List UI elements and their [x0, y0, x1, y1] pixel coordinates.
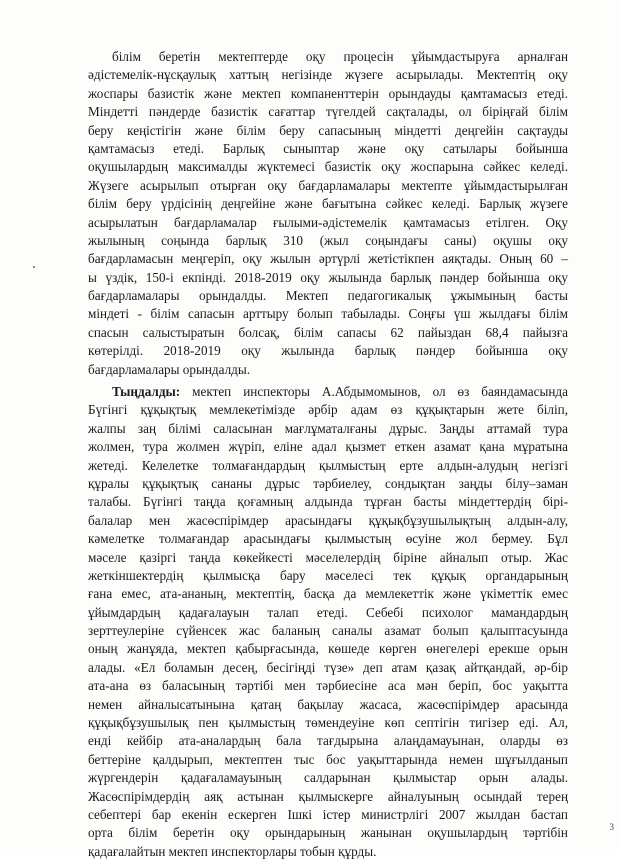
text-line: спасын салыстыратын болсақ, білім сапасы 62 пайыздан 68,4 пайызға [88, 324, 568, 340]
heard-label: Тыңдалды: [112, 384, 181, 399]
text-line: ы үздік, 150-і екпінді. 2018-2019 оқу жылында барлық пәндер бойынша оқу [88, 269, 568, 285]
text-line: құралы құқықтық сананы дұрыс тәрбиелеу, сондықтан заңды білу–заман [88, 475, 568, 491]
text-line: беттеріне қалдырып, мектептен тыс бос уақыттарында немен шұғылданып [88, 751, 568, 767]
text-line: себептері бар екенін ескерген Ішкі істер министрлігі 2007 жылдан бастап [88, 806, 568, 822]
scan-speck [33, 266, 35, 268]
text-line: енді кейбір ата-аналардың бала тағдырына алаңдамауынан, оларды өз [88, 733, 568, 749]
text-line: білім беру үрдісінің деңгейіне және бағытына сәйкес келеді. Барлық жүзеге [88, 196, 568, 212]
paragraph-curriculum [88, 48, 568, 379]
text-line: жоспары базистік және мектеп компаненттерін орындауды қамтамасыз етеді. [88, 85, 568, 101]
text-line: жылының соңында барлық 310 (жыл соңындағы саны) оқушы оқу [88, 232, 568, 248]
text-line: әдістемелік-нұсқаулық хаттың негізінде жүзеге асырылады. Мектептің оқу [88, 67, 568, 83]
text-line: құқықбұзушылық пен қылмыстың төмендеуіне көп септігін тигізер еді. Ал, [88, 715, 568, 731]
heard-label-continuation: мектеп инспекторы А.Абдымомынов, ол өз баяндамасында [180, 384, 568, 399]
text-line: қадағалайтын мектеп инспекторлары тобын құрды. [88, 843, 377, 859]
text-line: Міндетті пәндерде базистік сағаттар түгелдей сақталады, ол біріңғай білім [88, 104, 568, 120]
text-line: жүргендерін қадағаламауының салдарынан қылмыстар орын алады. [88, 770, 568, 786]
text-line: кәмелетке толмағандар арасындағы қылмыстың өсуіне жол бермеу. Бұл [88, 531, 568, 547]
text-line: білім беретін мектептерде оқу процесін ұйымдастыруға арналған [112, 49, 568, 64]
text-line: талабы. Бүгінгі таңда қоғамның алдында тұрған басты міндеттердің бірі- [88, 494, 568, 510]
page-number: 3 [609, 822, 614, 832]
text-line: қамтамасыз етеді. Барлық сыныптар және оқу сатылары бойынша [88, 140, 568, 156]
text-line: Жүзеге асырылып отырған оқу бағдарламалары мектепте ұйымдастырылған [88, 177, 568, 193]
text-line [88, 383, 568, 401]
text-line: орта білім беретін оқу орындарының жанынан оқушылардың тәртібін [88, 825, 568, 841]
text-line: оның жанұяда, мектеп қабырғасында, көшеде көрген өнегелері ерекше орын [88, 641, 568, 657]
text-line: міндеті - білім сапасын арттыру болып табылады. Соңғы үш жылдағы білім [88, 306, 568, 322]
text-line: жеткіншектердің қылмысқа бару мәселесі тек құқық органдарының [88, 567, 568, 583]
text-line: балалар мен жасөспірімдер арасындағы құқықбұзушылықтың алдын-алу, [88, 512, 568, 528]
text-line: бағдарламалары орындалды. Мектеп педагогикалық ұжымының басты [88, 288, 568, 304]
text-line: ата-ана өз баласының тәртібі мен тәрбиесіне аса мән беріп, бос уақытта [88, 678, 568, 694]
text-line: зерттеулеріне сүйенсек жас баланың саналы азамат болып қалыптасуында [88, 623, 568, 639]
text-line: Жасөспірімдердің аяқ астынан қылмыскерге айналуының осындай терең [88, 788, 568, 804]
text-line: оқушылардың максималды жүктемесі базистік оқу жоспарына сәйкес келеді. [88, 159, 568, 175]
text-line: мәселе қазіргі таңда көкейкесті мәселелердің біріне айналып отыр. Жас [88, 549, 568, 565]
text-line: алады. «Ел боламын десең, бесігіңді түзе» деп атам қазақ айтқандай, әр-бір [88, 659, 568, 675]
text-line: бағдарламасын меңгеріп, оқу жылын әртүрлі жетістікпен аяқтады. Оның 60 – [88, 251, 568, 267]
text-line: немен айналысатынына қатаң бақылау жасаса, жасөспірімдер арасында [88, 696, 568, 712]
text-line: ұйымдардың қадағалауын талап етеді. Себебі психолог мамандардың [88, 604, 568, 620]
text-line: беру кеңістігін және білім беру сапасының міндетті деңгейін сақтауды [88, 122, 568, 138]
text-line: жетеді. Келелетке толмағандардың қылмыстың ерте алдын-алудың негізгі [88, 457, 568, 473]
text-line: жалпы заң білімі саласынан мағлұматалғаны дұрыс. Заңды аттамай тура [88, 420, 568, 436]
text-line: бағдарламалары орындалды. [88, 361, 251, 377]
text-line: жолмен, тура жолмен жүріп, еліне адал қызмет еткен азамат қана мұратына [88, 439, 568, 455]
text-line: ғана емес, ата-ананың, мектептің, басқа да мемлекеттік және үкіметтік емес [88, 586, 568, 602]
paragraph-hearing [88, 383, 568, 861]
text-line: Бүгінгі құқықтық мемлекетімізде әрбір адам өз құқықтарын жете біліп, [88, 402, 568, 418]
text-line: көтерілді. 2018-2019 оқу жылында барлық пәндер бойынша оқу [88, 343, 568, 359]
text-line: асырылатын бағдарламалар ғылыми-әдістемелік қамтамасыз етілген. Оқу [88, 214, 568, 230]
